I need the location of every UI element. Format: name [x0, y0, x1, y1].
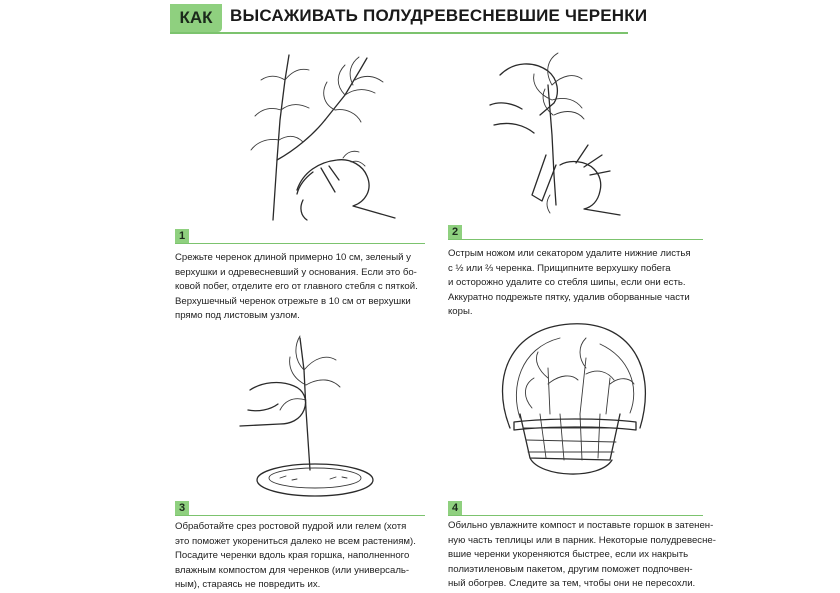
step-1-divider [175, 243, 425, 244]
step-1-text: Срежьте черенок длиной примерно 10 см, зеленый у верхушки и одревесневший у основания. Если это бо- ковой побег, отделите его от главного стебля с пяткой. Верхушечный черенок отрежьте в 10 см от верхушки прямо под листовым узлом. [175, 252, 418, 322]
step-4-badge: 4 [448, 501, 462, 515]
step-4-divider [448, 515, 703, 516]
step-3-badge: 3 [175, 501, 189, 515]
step-1-badge: 1 [175, 229, 189, 243]
step-4-illustration [490, 318, 660, 498]
step-2-divider [448, 239, 703, 240]
step-2-text: Острым ножом или секатором удалите нижние листья с ½ или ⅔ черенка. Прищипните верхушку побега и осторожно удалите со стебля шипы, если они есть. Аккуратно подрежьте пятку, удалив оборванные части коры. [448, 248, 691, 318]
step-2-illustration [480, 45, 650, 230]
step-2-badge: 2 [448, 225, 462, 239]
page-title: ВЫСАЖИВАТЬ ПОЛУДРЕВЕСНЕВШИЕ ЧЕРЕНКИ [230, 6, 648, 25]
step-3-divider [175, 515, 425, 516]
step-4-text: Обильно увлажните компост и поставьте горшок в затенен- ную часть теплицы или в парник. Некоторые полудревесне- вшие черенки укореняются быстрее, если их накрыть полиэтиленовым пакетом, другим поможет подпочвен- ный обогрев. Следите за тем, чтобы они не пересохли. [448, 520, 716, 590]
step-1-illustration [225, 40, 405, 230]
step-3-illustration [230, 330, 430, 510]
header-tag: КАК [170, 4, 222, 32]
step-3-text: Обработайте срез ростовой пудрой или гелем (хотя это поможет укорениться далеко не всем растениям). Посадите черенки вдоль края горшка, наполненного влажным компостом для черенков (или универсаль- ным), стараясь не повредить их. [175, 521, 416, 591]
